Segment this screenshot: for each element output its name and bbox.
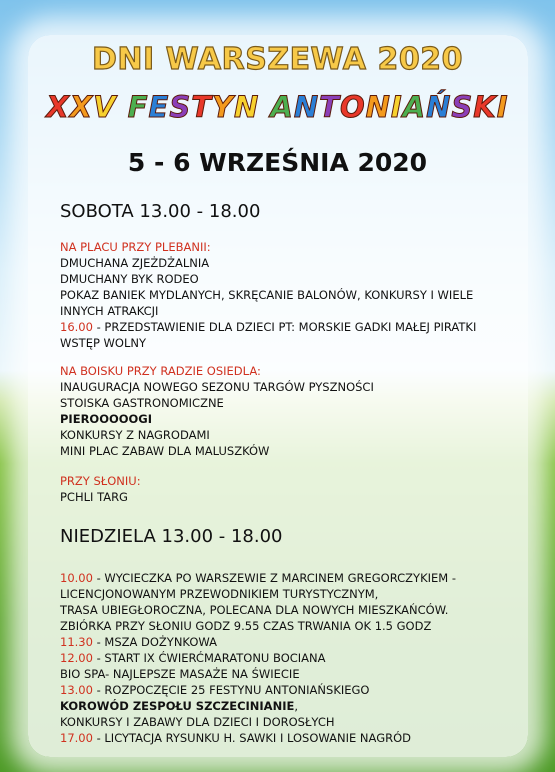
title-letter: S (451, 90, 474, 124)
title-letter: N (365, 90, 391, 124)
list-item-text: - MSZA DOŻYNKOWA (92, 635, 218, 649)
plebania-label: NA PLACU PRZY PLEBANII: (60, 240, 211, 254)
list-item-bold: KOROWÓD ZESPOŁU SZCZECINIANIE (60, 699, 295, 713)
list-item-text: - LICYTACJA RYSUNKU H. SAWKI I LOSOWANIE NAGRÓD (92, 731, 412, 745)
list-item (60, 571, 456, 585)
title-letter (117, 90, 128, 124)
slon-label: PRZY SŁONIU: (60, 474, 141, 488)
title-letter: A (402, 90, 427, 124)
list-item: LICENCJONOWANYM PRZEWODNIKIEM TURYSTYCZNYM, (60, 587, 379, 601)
event-dates: 5 - 6 WRZEŚNIA 2020 (127, 148, 428, 177)
title-festyn (0, 90, 555, 124)
list-item: KONKURSY Z NAGRODAMI (60, 428, 210, 442)
time-label: 10.00 (60, 571, 93, 585)
boisko-label: NA BOISKU PRZY RADZIE OSIEDLA: (60, 364, 261, 378)
list-item: WSTĘP WOLNY (60, 336, 147, 350)
list-item: INAUGURACJA NOWEGO SEZONU TARGÓW PYSZNOŚCI (60, 380, 374, 394)
list-item: DMUCHANA ZJEŻDŻALNIA (60, 256, 210, 270)
title-letter: I (390, 90, 403, 124)
saturday-heading: SOBOTA 13.00 - 18.00 (60, 201, 261, 222)
list-item: BIO SPA- NAJLEPSZE MASAŻE NA ŚWIECIE (60, 667, 300, 681)
time-label: 13.00 (60, 683, 93, 697)
list-item: DMUCHANY BYK RODEO (60, 272, 199, 286)
list-item (60, 651, 326, 665)
title-letter: T (191, 90, 213, 124)
list-item: POKAZ BANIEK MYDLANYCH, SKRĘCANIE BALONÓW, KONKURSY I WIELE (60, 288, 474, 302)
list-item-text: - ROZPOCZĘCIE 25 FESTYNU ANTONIAŃSKIEGO (92, 683, 370, 697)
title-dni-warszewa: DNI WARSZEWA 2020 (92, 42, 463, 77)
time-label: 17.00 (60, 731, 93, 745)
list-item-text: , (294, 699, 299, 713)
list-item-text: - WYCIECZKA PO WARSZEWIE Z MARCINEM GREGORCZYKIEM - (92, 571, 457, 585)
title-letter: I (496, 90, 509, 124)
list-item (60, 320, 476, 334)
title-letter: O (339, 90, 366, 124)
sunday-heading: NIEDZIELA 13.00 - 18.00 (60, 526, 283, 547)
list-item (60, 635, 217, 649)
title-letter: F (127, 90, 149, 124)
list-item: MINI PLAC ZABAW DLA MALUSZKÓW (60, 444, 270, 458)
list-item (60, 699, 298, 713)
title-letter: Ń (426, 90, 452, 124)
list-item: STOISKA GASTRONOMICZNE (60, 396, 224, 410)
list-item: INNYCH ATRAKCJI (60, 304, 159, 318)
time-label: 16.00 (60, 320, 93, 334)
list-item (60, 683, 370, 697)
list-item: TRASA UBIEGŁOROCZNA, POLECANA DLA NOWYCH MIESZKAŃCÓW. (60, 603, 449, 617)
title-letter: A (270, 90, 294, 124)
time-label: 11.30 (60, 635, 93, 649)
title-letter: Y (212, 90, 235, 124)
list-item: ZBIÓRKA PRZY SŁONIU GODZ 9.55 CZAS TRWANIA OK 1.5 GODZ (60, 619, 432, 633)
list-item-text: - PRZEDSTAWIENIE DLA DZIECI PT: MORSKIE GADKI MAŁEJ PIRATKI (92, 320, 477, 334)
list-item: PIEROOOOOGI (60, 412, 153, 426)
title-letter: N (293, 90, 320, 124)
title-letter: E (148, 90, 170, 124)
list-item: KONKURSY I ZABAWY DLA DZIECI I DOROSŁYCH (60, 715, 335, 729)
title-letter: T (319, 90, 340, 124)
title-letter: X (46, 90, 70, 124)
list-item-text: - START IX ĆWIERĆMARATONU BOCIANA (92, 651, 326, 665)
title-letter: V (93, 90, 117, 124)
time-label: 12.00 (60, 651, 93, 665)
title-letter: S (169, 90, 192, 124)
list-item (60, 731, 411, 745)
title-letter: N (234, 90, 260, 124)
list-item: PCHLI TARG (60, 490, 128, 504)
title-letter (259, 90, 270, 124)
title-letter: X (69, 90, 94, 124)
title-letter: K (473, 90, 497, 124)
